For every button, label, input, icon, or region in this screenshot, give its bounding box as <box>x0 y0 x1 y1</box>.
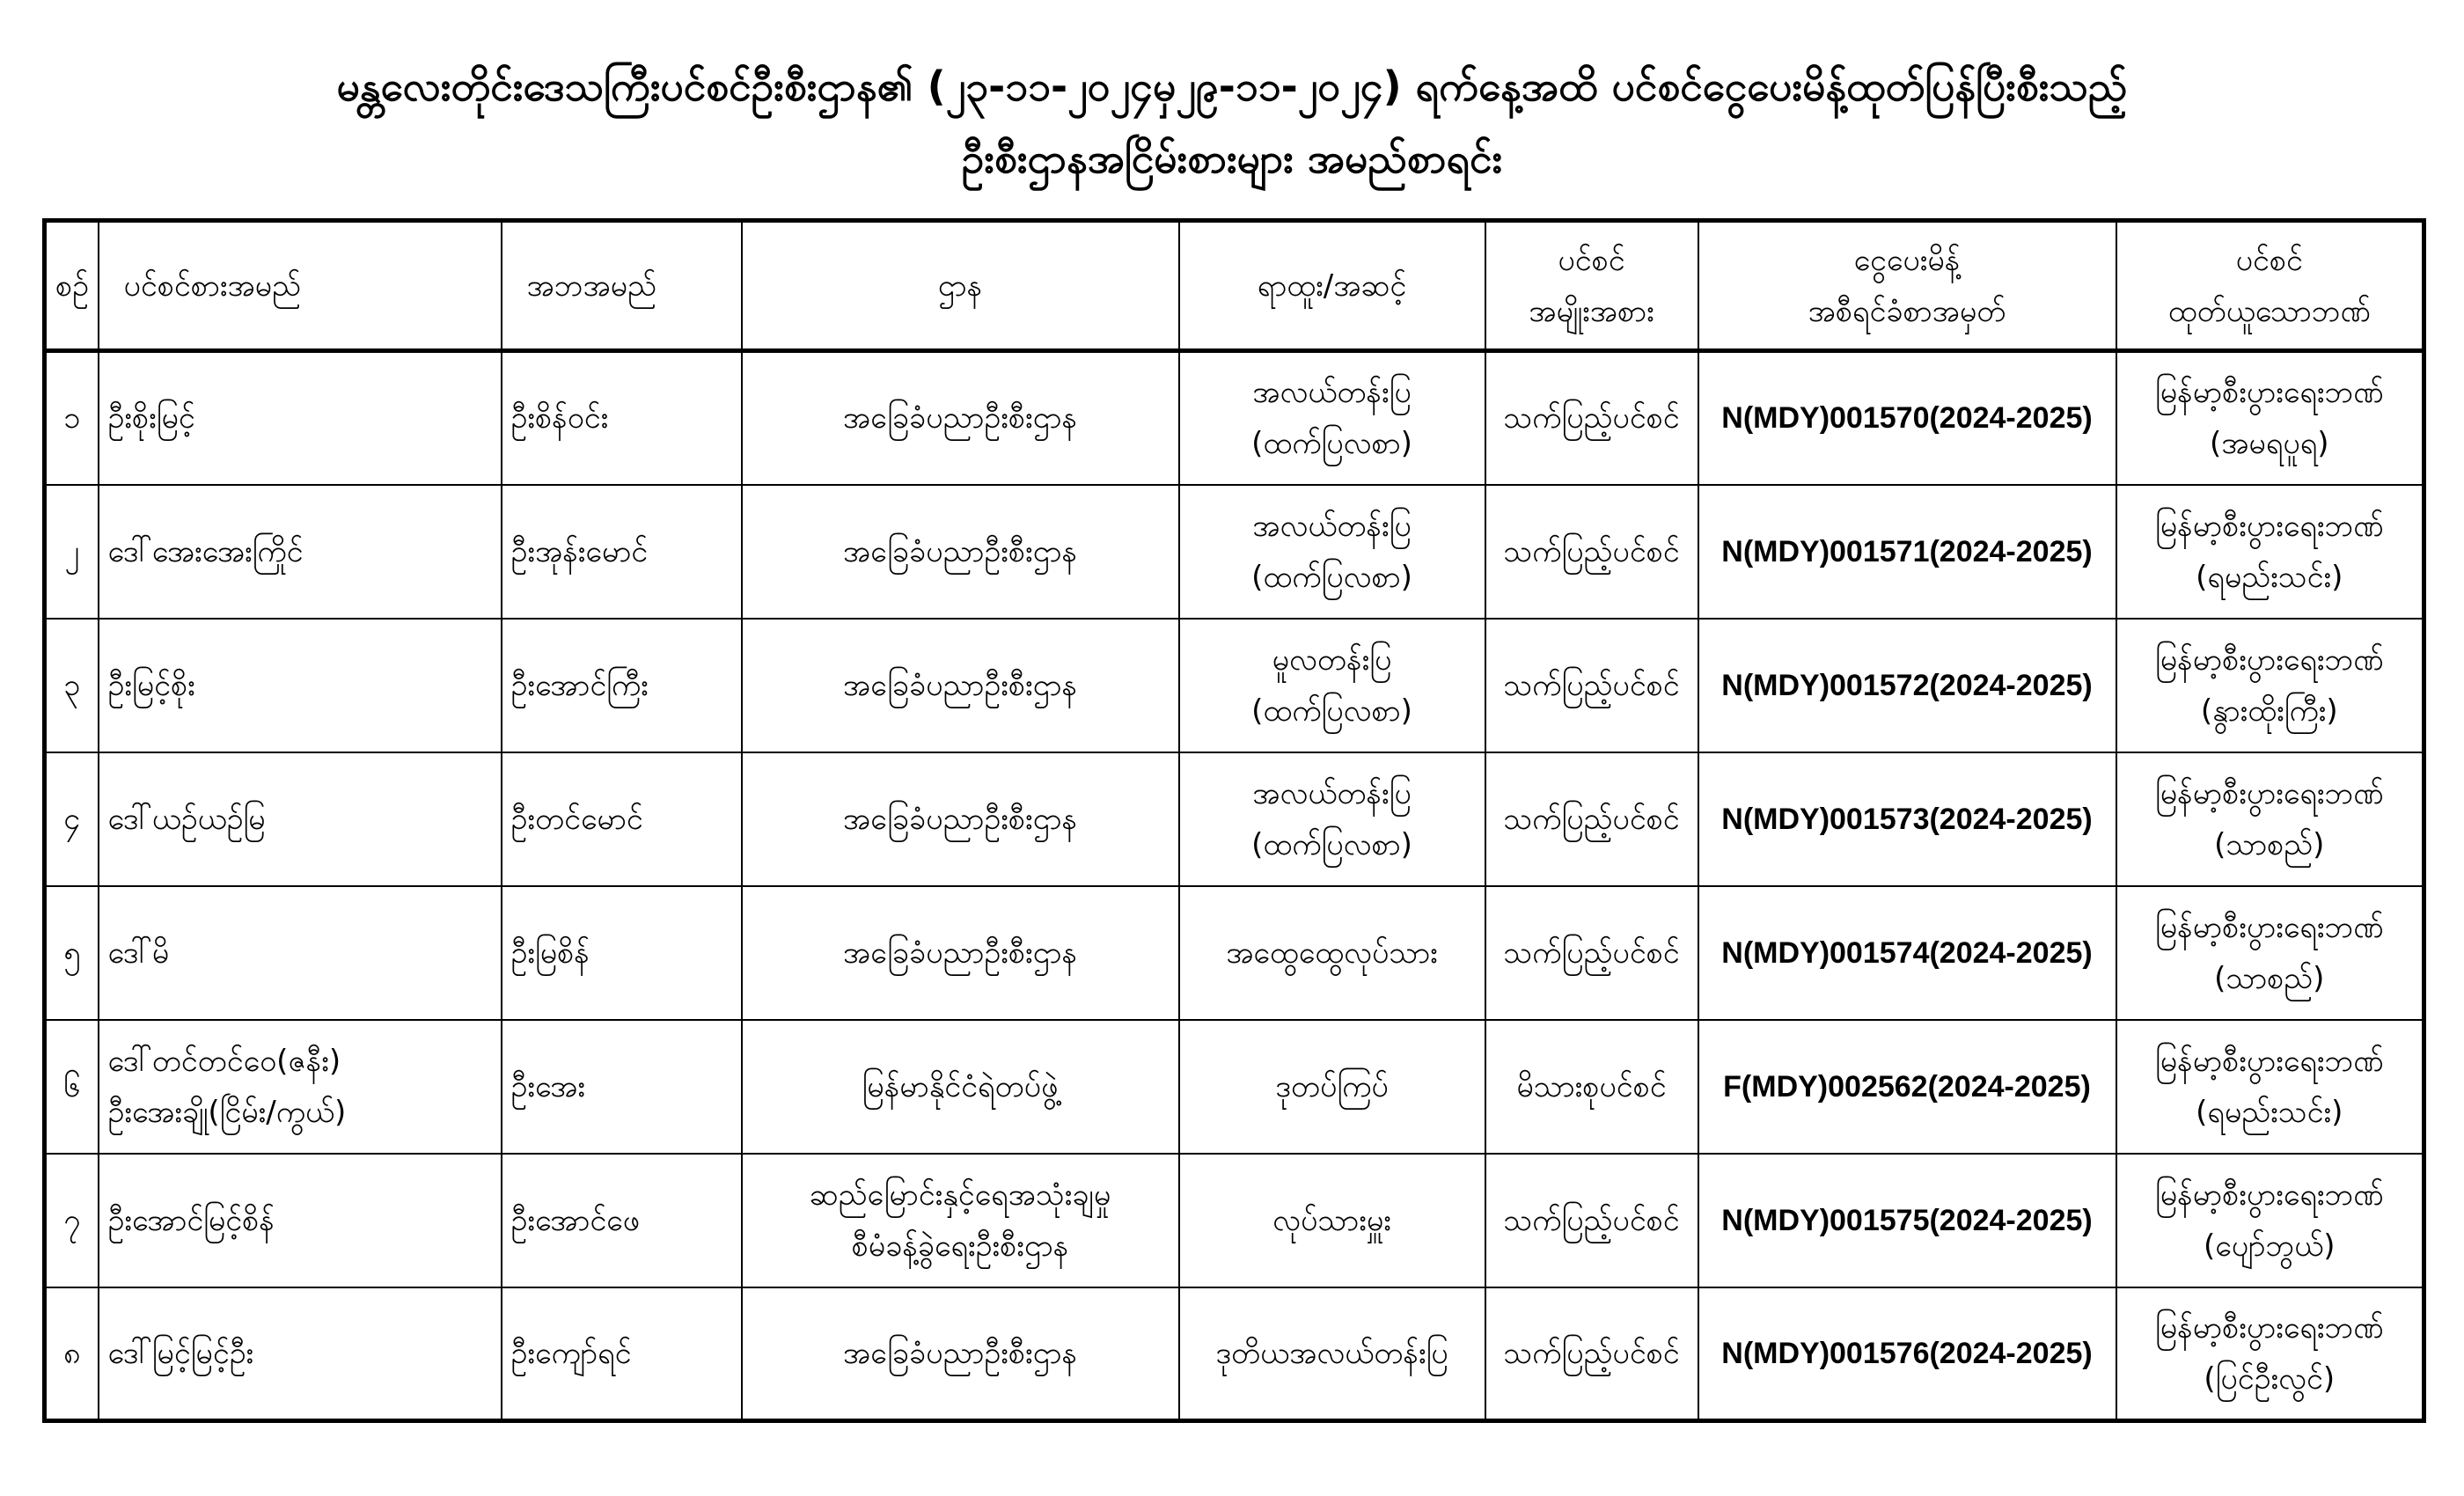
cell-pensioner-name <box>99 886 502 1020</box>
cell-pensioner-name <box>99 1287 502 1421</box>
cell-pension-type: သက်ပြည့်ပင်စင် <box>1485 752 1698 886</box>
cell-paying-bank <box>2116 619 2424 752</box>
paying-bank-line: မြန်မာ့စီးပွားရေးဘဏ် <box>2154 375 2384 411</box>
cell-pensioner-name <box>99 1154 502 1287</box>
paying-bank-line: (သာစည်) <box>2214 826 2325 862</box>
cell-pension-type: သက်ပြည့်ပင်စင် <box>1485 1154 1698 1287</box>
paying-bank-line: မြန်မာ့စီးပွားရေးဘဏ် <box>2154 642 2384 678</box>
cell-father-name: ဦးအေး <box>502 1020 742 1154</box>
cell-no: ၁ <box>45 351 99 485</box>
cell-pension-type: သက်ပြည့်ပင်စင် <box>1485 351 1698 485</box>
paying-bank-line: မြန်မာ့စီးပွားရေးဘဏ် <box>2154 1043 2384 1079</box>
table-row <box>45 1020 2424 1154</box>
cell-no: ၂ <box>45 485 99 619</box>
cell-father-name: ဦးအောင်ဖေ <box>502 1154 742 1287</box>
table-row <box>45 752 2424 886</box>
cell-pension-type: သက်ပြည့်ပင်စင် <box>1485 619 1698 752</box>
header-paying-bank-line-2: ထုတ်ယူသောဘဏ် <box>2167 293 2371 329</box>
pensioner-name-line: ဦးမြင့်စိုး <box>107 667 195 703</box>
pensioner-name-line: ဦးအောင်မြင့်စိန် <box>107 1202 275 1238</box>
paying-bank-line: မြန်မာ့စီးပွားရေးဘဏ် <box>2154 775 2384 811</box>
rank-line: (ထက်ပြလစာ) <box>1251 693 1412 729</box>
header-pensioner-name: ပင်စင်စားအမည် <box>99 221 502 351</box>
cell-no: ၅ <box>45 886 99 1020</box>
cell-pension-type: သက်ပြည့်ပင်စင် <box>1485 886 1698 1020</box>
department-line: မြန်မာနိုင်ငံရဲတပ်ဖွဲ့ <box>862 1068 1059 1104</box>
header-department: ဌာန <box>742 221 1179 351</box>
header-pension-type-line-1: ပင်စင် <box>1558 242 1625 278</box>
cell-no: ၆ <box>45 1020 99 1154</box>
rank-line: အလယ်တန်းပြ <box>1252 375 1412 411</box>
cell-department <box>742 485 1179 619</box>
department-line: အခြေခံပညာဦးစီးဌာန <box>842 667 1078 703</box>
cell-payment-order-number: N(MDY)001572(2024-2025) <box>1698 619 2116 752</box>
pensioner-name-line: ဦးအေးချို(ငြိမ်း/ကွယ်) <box>107 1094 347 1130</box>
paying-bank-line: (ရမည်းသင်း) <box>2196 559 2343 595</box>
rank-line: အလယ်တန်းပြ <box>1252 508 1412 544</box>
paying-bank-line: (ပျော်ဘွယ်) <box>2204 1228 2336 1264</box>
cell-payment-order-number: N(MDY)001574(2024-2025) <box>1698 886 2116 1020</box>
cell-department <box>742 619 1179 752</box>
cell-paying-bank <box>2116 1154 2424 1287</box>
cell-no: ၄ <box>45 752 99 886</box>
cell-pensioner-name <box>99 752 502 886</box>
paying-bank-line: မြန်မာ့စီးပွားရေးဘဏ် <box>2154 508 2384 544</box>
cell-no: ၇ <box>45 1154 99 1287</box>
header-no: စဉ် <box>45 221 99 351</box>
cell-payment-order-number: N(MDY)001571(2024-2025) <box>1698 485 2116 619</box>
cell-pension-type: မိသားစုပင်စင် <box>1485 1020 1698 1154</box>
cell-pensioner-name <box>99 351 502 485</box>
paying-bank-line: (သာစည်) <box>2214 960 2325 996</box>
cell-paying-bank <box>2116 1020 2424 1154</box>
cell-rank <box>1179 1020 1485 1154</box>
pension-list-table <box>42 218 2426 1423</box>
cell-payment-order-number: F(MDY)002562(2024-2025) <box>1698 1020 2116 1154</box>
cell-father-name: ဦးကျော်ရင် <box>502 1287 742 1421</box>
table-row <box>45 1287 2424 1421</box>
department-line: အခြေခံပညာဦးစီးဌာန <box>842 533 1078 569</box>
paying-bank-line: မြန်မာ့စီးပွားရေးဘဏ် <box>2154 1309 2384 1346</box>
table-row <box>45 351 2424 485</box>
rank-line: ဒုတိယအလယ်တန်းပြ <box>1215 1335 1448 1371</box>
header-father-name: အဘအမည် <box>502 221 742 351</box>
cell-father-name: ဦးစိန်ဝင်း <box>502 351 742 485</box>
department-line: အခြေခံပညာဦးစီးဌာန <box>842 935 1078 971</box>
pensioner-name-line: ဦးစိုးမြင့် <box>107 400 195 436</box>
rank-line: (ထက်ပြလစာ) <box>1251 826 1412 862</box>
cell-paying-bank <box>2116 1287 2424 1421</box>
paying-bank-line: မြန်မာ့စီးပွားရေးဘဏ် <box>2154 909 2384 945</box>
cell-department <box>742 1154 1179 1287</box>
cell-no: ၃ <box>45 619 99 752</box>
cell-payment-order-number: N(MDY)001576(2024-2025) <box>1698 1287 2116 1421</box>
cell-rank <box>1179 619 1485 752</box>
department-line: စီမံခန့်ခွဲရေးဦးစီးဌာန <box>851 1228 1069 1264</box>
rank-line: (ထက်ပြလစာ) <box>1251 426 1412 462</box>
cell-payment-order-number: N(MDY)001570(2024-2025) <box>1698 351 2116 485</box>
cell-department <box>742 886 1179 1020</box>
cell-pensioner-name <box>99 619 502 752</box>
paying-bank-line: (ရမည်းသင်း) <box>2196 1094 2343 1130</box>
cell-no: ၈ <box>45 1287 99 1421</box>
cell-rank <box>1179 1154 1485 1287</box>
header-payment-order-line-1: ငွေပေးမိန့် <box>1853 242 1961 278</box>
cell-rank <box>1179 886 1485 1020</box>
paying-bank-line: မြန်မာ့စီးပွားရေးဘဏ် <box>2154 1177 2384 1213</box>
cell-department <box>742 351 1179 485</box>
table-row <box>45 485 2424 619</box>
paying-bank-line: (ပြင်ဦးလွင်) <box>2204 1360 2336 1397</box>
document-title-line-1: မန္တလေးတိုင်းဒေသကြီးပင်စင်ဦးစီးဌာန၏ (၂၃-၁၁-၂၀၂၄မှ၂၉-၁၁-၂၀၂၄) ရက်နေ့အထိ ပင်စင်ငွေပေးမိန့်ထုတ်ပြန်ပြီးစီးသည့် <box>336 62 2128 110</box>
header-rank <box>1179 221 1485 351</box>
pensioner-name-line: ဒေါ်ယဉ်ယဉ်မြ <box>107 801 266 837</box>
department-line: အခြေခံပညာဦးစီးဌာန <box>842 801 1078 837</box>
department-line: ဆည်မြောင်းနှင့်ရေအသုံးချမှု <box>809 1177 1111 1213</box>
rank-line: (ထက်ပြလစာ) <box>1251 559 1412 595</box>
cell-rank <box>1179 752 1485 886</box>
cell-paying-bank <box>2116 886 2424 1020</box>
cell-father-name: ဦးအောင်ကြီး <box>502 619 742 752</box>
pensioner-name-line: ဒေါ်တင်တင်ဝေ(ဇနီး) <box>107 1043 341 1079</box>
table-body <box>45 351 2424 1421</box>
cell-paying-bank <box>2116 752 2424 886</box>
table-row <box>45 886 2424 1020</box>
cell-father-name: ဦးမြစိန် <box>502 886 742 1020</box>
cell-department <box>742 752 1179 886</box>
cell-rank <box>1179 485 1485 619</box>
header-payment-order <box>1698 221 2116 351</box>
header-paying-bank-line-1: ပင်စင် <box>2235 242 2303 278</box>
header-rank-line-1: ရာထူး/အဆင့် <box>1257 268 1407 304</box>
cell-father-name: ဦးအုန်းမောင် <box>502 485 742 619</box>
pensioner-name-line: ဒေါ်မိ <box>107 935 170 971</box>
cell-rank <box>1179 351 1485 485</box>
cell-payment-order-number: N(MDY)001573(2024-2025) <box>1698 752 2116 886</box>
pensioner-name-line: ဒေါ်မြင့်မြင့်ဦး <box>107 1335 254 1371</box>
cell-pension-type: သက်ပြည့်ပင်စင် <box>1485 485 1698 619</box>
header-pension-type <box>1485 221 1698 351</box>
rank-line: အထွေထွေလုပ်သား <box>1226 935 1438 971</box>
document-title-line-2: ဦးစီးဌာနအငြိမ်းစားများ အမည်စာရင်း <box>961 135 1503 182</box>
header-paying-bank <box>2116 221 2424 351</box>
cell-paying-bank <box>2116 485 2424 619</box>
cell-pensioner-name <box>99 485 502 619</box>
paying-bank-line: (နွားထိုးကြီး) <box>2200 693 2338 729</box>
cell-pension-type: သက်ပြည့်ပင်စင် <box>1485 1287 1698 1421</box>
cell-department <box>742 1287 1179 1421</box>
cell-payment-order-number: N(MDY)001575(2024-2025) <box>1698 1154 2116 1287</box>
rank-line: မူလတန်းပြ <box>1272 642 1392 678</box>
table-row <box>45 1154 2424 1287</box>
department-line: အခြေခံပညာဦးစီးဌာန <box>842 1335 1078 1371</box>
cell-pensioner-name <box>99 1020 502 1154</box>
rank-line: လုပ်သားမှူး <box>1272 1202 1391 1238</box>
table-row <box>45 619 2424 752</box>
header-pension-type-line-2: အမျိုးအစား <box>1529 293 1654 329</box>
header-payment-order-line-2: အစီရင်ခံစာအမှတ် <box>1808 293 2006 329</box>
rank-line: ဒုတပ်ကြပ် <box>1275 1068 1389 1104</box>
department-line: အခြေခံပညာဦးစီးဌာန <box>842 400 1078 436</box>
table-header-row <box>45 221 2424 351</box>
cell-father-name: ဦးတင်မောင် <box>502 752 742 886</box>
pensioner-name-line: ဒေါ်အေးအေးကြိုင် <box>107 533 304 569</box>
paying-bank-line: (အမရပူရ) <box>2209 426 2329 462</box>
rank-line: အလယ်တန်းပြ <box>1252 775 1412 811</box>
cell-paying-bank <box>2116 351 2424 485</box>
cell-department <box>742 1020 1179 1154</box>
cell-rank <box>1179 1287 1485 1421</box>
